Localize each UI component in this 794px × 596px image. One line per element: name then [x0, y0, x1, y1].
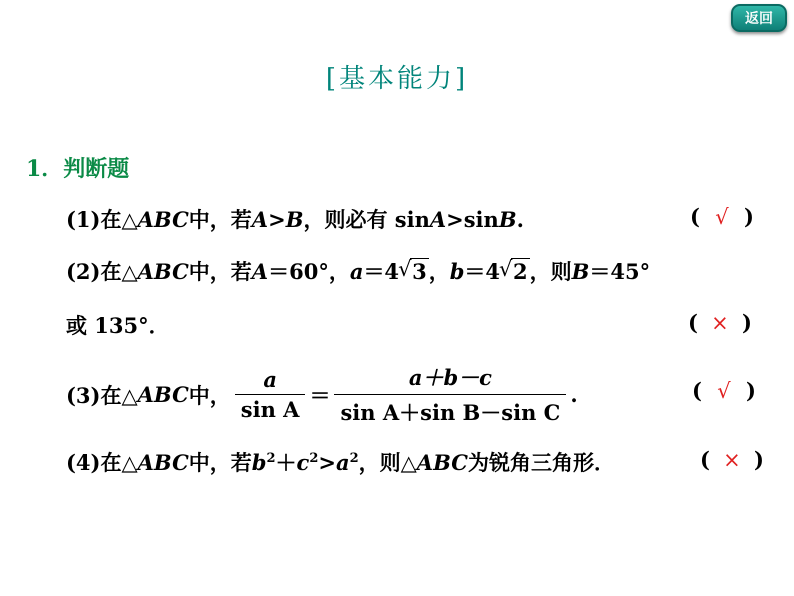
item-4-gt: >	[318, 449, 336, 475]
section-title-text: 基本能力	[338, 64, 455, 94]
item-4-c: c	[296, 449, 310, 475]
answer-open: (	[700, 447, 710, 472]
item-2-eq1: ＝60°，	[268, 259, 350, 284]
sqrt-2	[500, 259, 530, 284]
item-2	[66, 256, 650, 286]
item-3-prefix: (3)在△	[66, 382, 138, 408]
fraction-1	[235, 367, 306, 422]
item-3-abc: ABC	[137, 382, 189, 407]
item-2-eq4: ＝45°	[589, 259, 651, 284]
item-2-mid2: ，则	[529, 259, 572, 284]
exponent: 2	[309, 450, 319, 466]
item-1-mid2: ，则必有 sin	[303, 207, 430, 232]
item-2-answer	[688, 310, 752, 335]
item-4-a: a	[335, 449, 350, 475]
answer-open: (	[690, 204, 700, 229]
item-4-prefix: (4)在△	[66, 450, 138, 475]
item-2-comma: ，	[428, 259, 450, 284]
section-title	[0, 58, 794, 95]
item-2-la: a	[349, 258, 364, 284]
sqrt-3	[399, 259, 429, 284]
item-1-mid1: 中，若	[188, 207, 252, 232]
item-1-a2: A	[429, 206, 447, 232]
item-4-end: 为锐角三角形．	[467, 450, 615, 475]
item-2-abc: ABC	[137, 258, 189, 284]
cross-mark-icon: ×	[711, 310, 729, 335]
item-2-mid1: 中，若	[188, 259, 252, 284]
check-mark-icon: √	[717, 378, 731, 403]
exponent: 2	[266, 450, 276, 466]
fraction-2	[334, 362, 566, 427]
item-4-answer	[700, 447, 764, 472]
item-1-gt: >	[268, 206, 286, 232]
item-2-eq2: ＝4	[363, 259, 400, 284]
radicand-3: 3	[412, 258, 427, 284]
item-4	[66, 447, 615, 477]
item-1-end: .	[516, 206, 524, 232]
fraction-2-denominator: sin A＋sin B－sin C	[334, 394, 566, 427]
item-3	[66, 362, 578, 427]
bracket-close: ]	[455, 64, 469, 94]
answer-open: (	[692, 378, 702, 403]
item-1-abc: ABC	[137, 206, 189, 232]
item-2-line2	[66, 310, 170, 340]
item-1-answer	[690, 204, 754, 229]
fraction-1-numerator: a	[263, 367, 277, 392]
item-3-answer	[692, 378, 756, 403]
item-3-mid1: 中，	[188, 382, 231, 408]
answer-close: )	[745, 378, 756, 403]
item-4-mid1: 中，若	[188, 450, 252, 475]
answer-close: )	[741, 310, 752, 335]
item-4-abc2: ABC	[416, 449, 468, 475]
item-2-a: A	[251, 258, 269, 284]
check-mark-icon: √	[715, 204, 729, 229]
item-4-b: b	[251, 449, 267, 475]
item-2-prefix: (2)在△	[66, 259, 138, 284]
item-2-b: B	[571, 258, 590, 284]
item-4-abc: ABC	[137, 449, 189, 475]
answer-close: )	[753, 447, 764, 472]
exponent: 2	[349, 450, 359, 466]
item-1-b2: B	[498, 206, 517, 232]
item-3-end: .	[570, 382, 578, 407]
item-3-eq: ＝	[309, 382, 331, 408]
question-title: 1．判断题	[26, 156, 130, 182]
fraction-1-denominator: sin A	[235, 394, 306, 422]
item-1-gt2: >sin	[446, 206, 499, 232]
fraction-2-numerator: a＋b－c	[408, 365, 492, 390]
answer-close: )	[743, 204, 754, 229]
item-1-a: A	[251, 206, 269, 232]
item-1-b: B	[285, 206, 304, 232]
item-2-line2-text: 或 135°．	[66, 313, 170, 338]
item-4-mid2: ，则△	[358, 450, 417, 475]
item-2-lb: b	[449, 258, 465, 284]
item-1	[66, 204, 524, 234]
radicand-2: 2	[513, 258, 528, 284]
cross-mark-icon: ×	[723, 447, 741, 472]
item-1-prefix: (1)在△	[66, 207, 138, 232]
item-4-plus: ＋	[275, 450, 297, 475]
bracket-open: [	[325, 64, 339, 94]
item-2-eq3: ＝4	[464, 259, 500, 284]
back-button[interactable]: 返回	[731, 4, 787, 32]
answer-open: (	[688, 310, 698, 335]
